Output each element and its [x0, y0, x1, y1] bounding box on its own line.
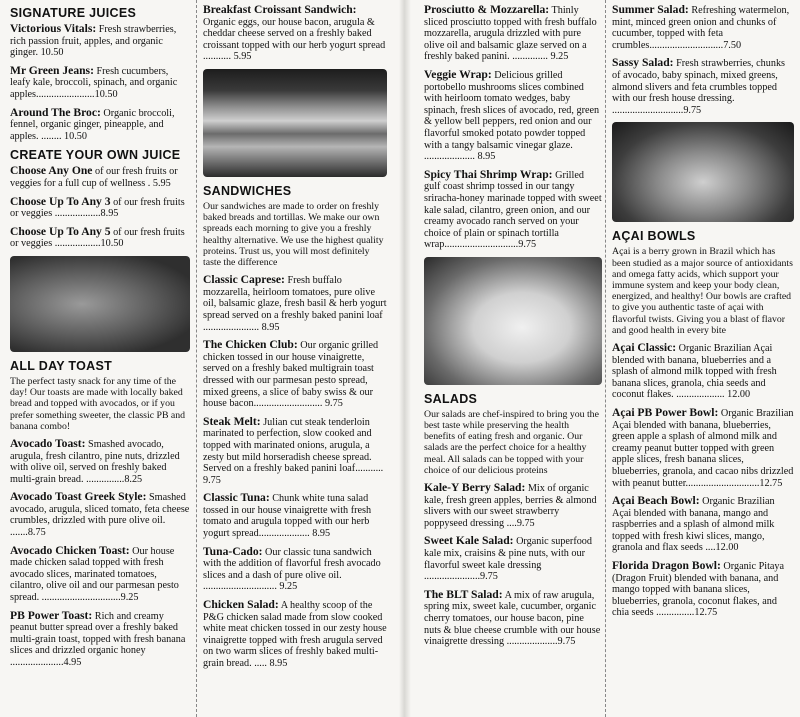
column-divider [605, 0, 606, 717]
section-intro: The perfect tasty snack for any time of the day! Our toasts are made with locally baked bread and topped with avocados, or if you prefer something sweeter, the classic PB and banana combo! [10, 375, 186, 432]
menu-item: Açai PB Power Bowl: Organic Brazilian Açai blended with banana, blueberries, green apple a splash of almond milk and creamy peanut butter topped with green apple slices, fresh banana slices, blueberries, granola, and cacao nibs drizzled with peanut butter.............................12.75 [612, 405, 794, 489]
section-intro: Açai is a berry grown in Brazil which has been studied as a major source of antioxidants and omega fatty acids, which support your immune system and keep your body clean, energized, and healthy! Our bowls are crafted to give you authentic taste of açai with flavorful twists. Giving you a blast of flavor and good health in every bite [612, 246, 793, 336]
plate-photo [424, 257, 602, 385]
menu-item: PB Power Toast: Rich and creamy peanut butter spread over a freshly baked multi-grain toast, topped with fresh banana slices and drizzled organic honey .....................4.95 [10, 608, 186, 669]
salad-photo [10, 256, 190, 352]
column-divider [196, 0, 197, 717]
menu-item: Mr Green Jeans: Fresh cucumbers, leafy kale, broccoli, spinach, and organic apples.......................10.50 [10, 63, 178, 100]
page-fold [399, 0, 411, 717]
column-4 [612, 0, 794, 717]
section-title-create-juice: CREATE YOUR OWN JUICE [10, 148, 181, 163]
menu-item: Summer Salad: Refreshing watermelon, mint, minced green onion and chunks of cucumber, topped with feta crumbles.............................7.50 [612, 3, 790, 51]
menu-item: Classic Tuna: Chunk white tuna salad tossed in our house vinaigrette with fresh tomato and arugula topped with our herb yogurt spread.................... 8.95 [203, 491, 372, 540]
menu-item: Around The Broc: Organic broccoli, fennel, organic ginger, pineapple, and apples. ........ 10.50 [10, 105, 175, 142]
menu-item: Choose Up To Any 5 of our fresh fruits or veggies ..................10.50 [10, 224, 185, 250]
column-3 [424, 0, 602, 717]
menu-item: Avocado Toast Greek Style: Smashed avocado, arugula, sliced tomato, feta cheese crumbles, drizzled with pure olive oil. .......8.75 [10, 490, 190, 539]
menu-item: Chicken Salad: A healthy scoop of the P&G chicken salad made from slow cooked white meat chicken tossed in our zesty house vinaigrette topped with fresh arugula served on two warm slices of freshly baked multi-grain bread. ..... 8.95 [203, 598, 387, 669]
menu-item: Avocado Toast: Smashed avocado, arugula, fresh cilantro, pine nuts, drizzled with olive oil, served on freshly baked multi-grain bread. ...............8.25 [10, 436, 180, 485]
section-intro: Our salads are chef-inspired to bring you the best taste while preserving the health benefits of eating fresh and organic. Our salads are the perfect choice for a healthy meal. All salads can be topped with your choice of our delicious proteins [424, 408, 599, 476]
menu-item: Açai Beach Bowl: Organic Brazilian Açai blended with banana, mango and raspberries and a splash of almond milk topped with fresh kiwi slices, mango, granola and flax seeds ....12.00 [612, 494, 775, 554]
menu-item: Açai Classic: Organic Brazilian Açai blended with banana, blueberries and a splash of almond milk topped with fresh banana slices, granola, chia seeds and coconut flakes. ................... 12.00 [612, 340, 777, 401]
section-title-signature-juices: SIGNATURE JUICES [10, 6, 137, 20]
section-title-sandwiches: SANDWICHES [203, 183, 292, 198]
menu-item: Choose Any One of our fresh fruits or veggies for a full cup of wellness . 5.95 [10, 164, 178, 189]
sandwich-photo [203, 69, 387, 177]
section-title-all-day-toast: ALL DAY TOAST [10, 358, 113, 373]
column-1 [10, 0, 190, 717]
menu-item: Tuna-Cado: Our classic tuna sandwich with the addition of flavorful fresh avocado slices and a dash of pure olive oil. ............................. 9.25 [203, 544, 381, 593]
section-title-acai-bowls: AÇAI BOWLS [612, 229, 696, 244]
menu-item: Victorious Vitals: Fresh strawberries, rich passion fruit, apples, and organic ginger. 10.50 [10, 22, 177, 59]
menu-item: Veggie Wrap: Delicious grilled portobello mushrooms slices combined with heirloom tomato wedges, baby spinach, fresh slices of avocado, red, green & yellow bell peppers, red onion and our flavorful smoked potato powder topped with a tangy balsamic vinegar glaze. .................... 8.95 [424, 67, 600, 163]
menu-item: Steak Melt: Julian cut steak tenderloin marinated to perfection, slow cooked and topped with marinated onions, arugula, a zesty but mild horseradish cheese spread. Served on a freshly baked panini loaf........... 9.75 [203, 414, 384, 486]
menu-item: The Chicken Club: Our organic grilled chicken tossed in our house vinaigrette, served on a freshly baked multigrain toast dressed with our parmesan pesto spread, mixed greens, a slice of baby swiss & our house bacon........................... 9.75 [203, 338, 379, 410]
bowl-photo [612, 122, 794, 222]
menu-item: Classic Caprese: Fresh buffalo mozzarella, heirloom tomatoes, pure olive oil, balsamic glaze, fresh basil & herb yogurt spread served on a freshly baked panini loaf ...................... 8.95 [203, 273, 387, 333]
column-2 [203, 0, 387, 717]
menu-item: Choose Up To Any 3 of our fresh fruits or veggies ..................8.95 [10, 194, 185, 220]
menu-item: Sassy Salad: Fresh strawberries, chunks of avocado, baby spinach, mixed greens, almond slivers and feta crumbles topped with our fresh house dressing. ............................9.75 [612, 56, 786, 116]
menu-item: Breakfast Croissant Sandwich: Organic eggs, our house bacon, arugula & cheddar cheese served on a freshly baked croissant topped with our herb yogurt spread ........... 5.95 [203, 3, 386, 63]
menu-item: Florida Dragon Bowl: Organic Pitaya (Dragon Fruit) blended with banana, and mango topped with banana slices, blueberries, granola, coconut flakes, and chia seeds ...............12.75 [612, 559, 785, 619]
menu-item: Spicy Thai Shrimp Wrap: Grilled gulf coast shrimp tossed in our tangy sriracha-honey marinade topped with sweet kale salad, cilantro, green onion, and our creamy avocado ranch served on your choice of plain or spinach tortilla wrap.............................9.75 [424, 167, 602, 251]
menu-item: Sweet Kale Salad: Organic superfood kale mix, craisins & pine nuts, with our flavorful sweet kale dressing ......................9.75 [424, 534, 592, 583]
menu-item: Kale-Y Berry Salad: Mix of organic kale, fresh green apples, berries & almond slivers with our sweet strawberry poppyseed dressing ....9.75 [424, 481, 597, 529]
section-title-salads: SALADS [424, 391, 478, 406]
menu-item: The BLT Salad: A mix of raw arugula, spring mix, sweet kale, cucumber, organic cherry tomatoes, our house bacon, pine nuts & blue cheese crumble with our house vinaigrette dressing ....................9.75 [424, 587, 601, 648]
menu-item: Prosciutto & Mozzarella: Thinly sliced prosciutto topped with fresh buffalo mozzarella, arugula drizzled with pure olive oil and balsamic glaze served on a freshly baked panini. .............. 9.25 [424, 3, 597, 63]
section-intro: Our sandwiches are made to order on freshly baked breads and tortillas. We make our own spreads each morning to give you a freshly healthy alternative. We use the highest quality proteins. Trust us, you will most definitely taste the difference [203, 200, 384, 268]
menu-item: Avocado Chicken Toast: Our house made chicken salad topped with fresh avocado slices, marinated tomatoes, cilantro, olive oil and our parmesan pesto spread. ...............................9.25 [10, 543, 179, 604]
